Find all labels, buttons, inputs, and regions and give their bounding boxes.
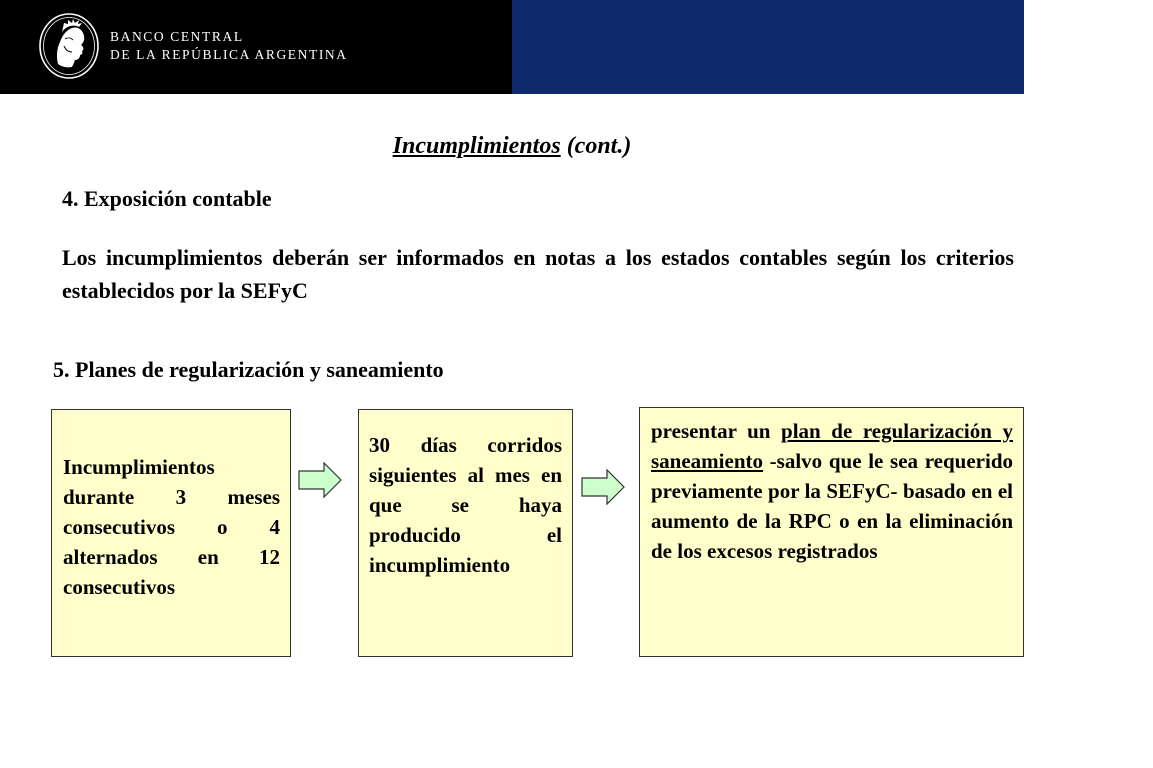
topic-line-1: Inmovilización de activos y otros conceptos — [1038, 13, 1153, 115]
section-4-text: Los incumplimientos deberán ser informados en notas a los estados contables según los criterios establecidos por la SEFyC — [62, 245, 1014, 303]
bank-name-line-1: BANCO CENTRAL — [110, 29, 244, 44]
section-4-heading: 4. Exposición contable — [62, 186, 272, 211]
flow-box-deadline: 30 días corridos siguientes al mes en que se haya producido el incumplimiento — [358, 409, 573, 657]
slide-title-underlined: Incumplimientos — [392, 133, 561, 159]
flow-box-condition: Incumplimientos durante 3 meses consecutivos o 4 alternados en 12 consecutivos — [51, 409, 291, 657]
header-logo-panel — [0, 0, 512, 94]
slide-title — [0, 133, 1024, 160]
section-5-heading: 5. Planes de regularización y saneamiento — [53, 357, 444, 382]
right-arrow-icon — [581, 468, 625, 506]
flow-box-action-plan: plan de regularización y saneamiento — [651, 419, 1013, 473]
slide-title-suffix: (cont.) — [560, 133, 632, 159]
slide-topic — [1038, 10, 1153, 226]
bank-name-line-2: DE LA REPÚBLICA ARGENTINA — [110, 47, 348, 62]
bank-name — [110, 28, 348, 64]
republic-head-medallion-icon — [38, 12, 100, 80]
right-arrow-icon — [298, 461, 342, 499]
flow-box-action-details: -salvo que le sea requerido previamente por la SEFyC- basado en el aumento de la RPC o en la eliminación de los excesos registrados — [651, 449, 1013, 563]
flow-box-action — [639, 407, 1024, 657]
flow-box-action-intro: presentar un — [651, 419, 782, 443]
topic-line-2: Cajas de crédito cooperativas (Ley 23.176) — [1038, 121, 1138, 223]
